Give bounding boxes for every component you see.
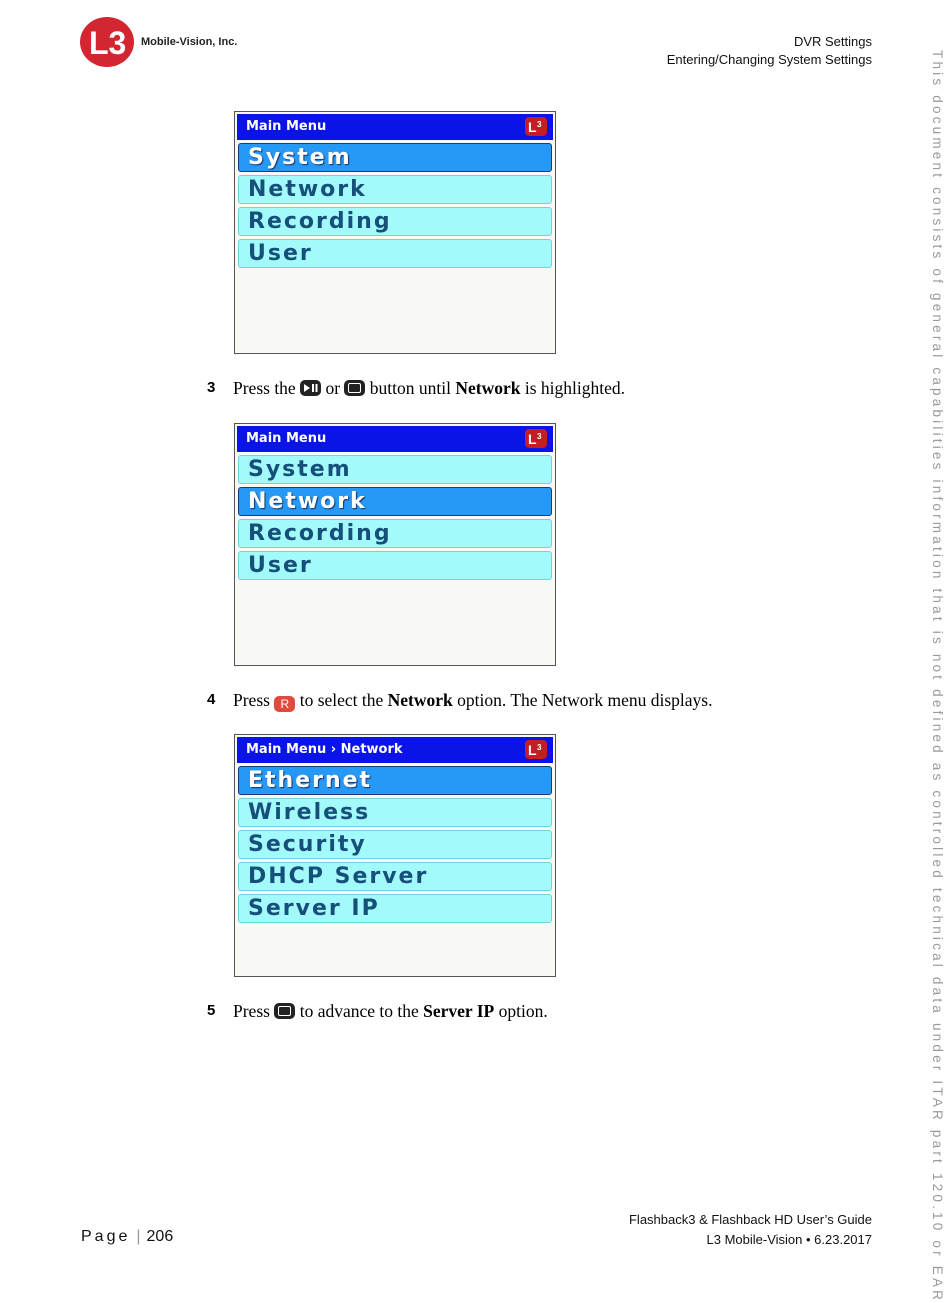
l3-logo	[80, 17, 136, 67]
l3-badge-icon	[525, 429, 547, 448]
menu-item-recording[interactable]: Recording	[238, 207, 552, 236]
company-name: Mobile-Vision, Inc.	[141, 36, 238, 48]
svg-text:3: 3	[537, 120, 542, 129]
menu-item-system[interactable]: System	[238, 143, 552, 172]
dvr-screen-main-menu-2	[234, 423, 556, 666]
svg-text:L: L	[528, 119, 537, 135]
menu-item-security[interactable]: Security	[238, 830, 552, 859]
dvr-screen-network-menu	[234, 734, 556, 977]
menu-item-network[interactable]: Network	[238, 487, 552, 516]
svg-text:3: 3	[537, 432, 542, 441]
screen-title-bar	[237, 737, 553, 763]
menu-item-wireless[interactable]: Wireless	[238, 798, 552, 827]
screen-title: Main Menu	[246, 431, 327, 446]
dvr-screen-main-menu-1	[234, 111, 556, 354]
screen-title-bar	[237, 114, 553, 140]
menu-item-user[interactable]: User	[238, 551, 552, 580]
page-number: 206	[146, 1228, 174, 1245]
record-button-icon: R	[274, 696, 295, 712]
watermark-text: This document consists of general capabilities information that is not defined as controlled technical data under ITAR part 120.10 or EAR	[930, 50, 945, 1303]
menu-item-system[interactable]: System	[238, 455, 552, 484]
menu-item-server-ip[interactable]: Server IP	[238, 894, 552, 923]
screen-title-bar	[237, 426, 553, 452]
svg-text:3: 3	[537, 743, 542, 752]
guide-version: L3 Mobile-Vision • 6.23.2017	[706, 1232, 872, 1247]
logo-lettering: L3	[89, 25, 127, 61]
step-number: 3	[207, 379, 216, 396]
header-subsection: Entering/Changing System Settings	[666, 52, 872, 67]
page-label: Page	[81, 1228, 131, 1245]
menu-item-dhcp-server[interactable]: DHCP Server	[238, 862, 552, 891]
itar-watermark	[930, 50, 950, 1303]
menu-item-recording[interactable]: Recording	[238, 519, 552, 548]
menu-item-ethernet[interactable]: Ethernet	[238, 766, 552, 795]
screen-title: Main Menu	[246, 119, 327, 134]
svg-text:L: L	[528, 431, 537, 447]
footer-document-info	[629, 1210, 872, 1250]
header-section: DVR Settings	[793, 34, 872, 49]
stop-button-icon	[344, 380, 365, 396]
step-number: 4	[207, 691, 216, 708]
screen-title: Main Menu › Network	[246, 742, 403, 757]
menu-item-network[interactable]: Network	[238, 175, 552, 204]
play-pause-button-icon	[300, 380, 321, 396]
step-number: 5	[207, 1002, 216, 1019]
stop-button-icon	[274, 1003, 295, 1019]
page-separator: |	[136, 1228, 141, 1245]
svg-text:L: L	[528, 742, 537, 758]
page-number-footer	[81, 1228, 173, 1246]
l3-badge-icon	[525, 117, 547, 136]
page-header	[667, 33, 872, 69]
menu-item-user[interactable]: User	[238, 239, 552, 268]
guide-title: Flashback3 & Flashback HD User’s Guide	[628, 1212, 872, 1227]
l3-badge-icon	[525, 740, 547, 759]
